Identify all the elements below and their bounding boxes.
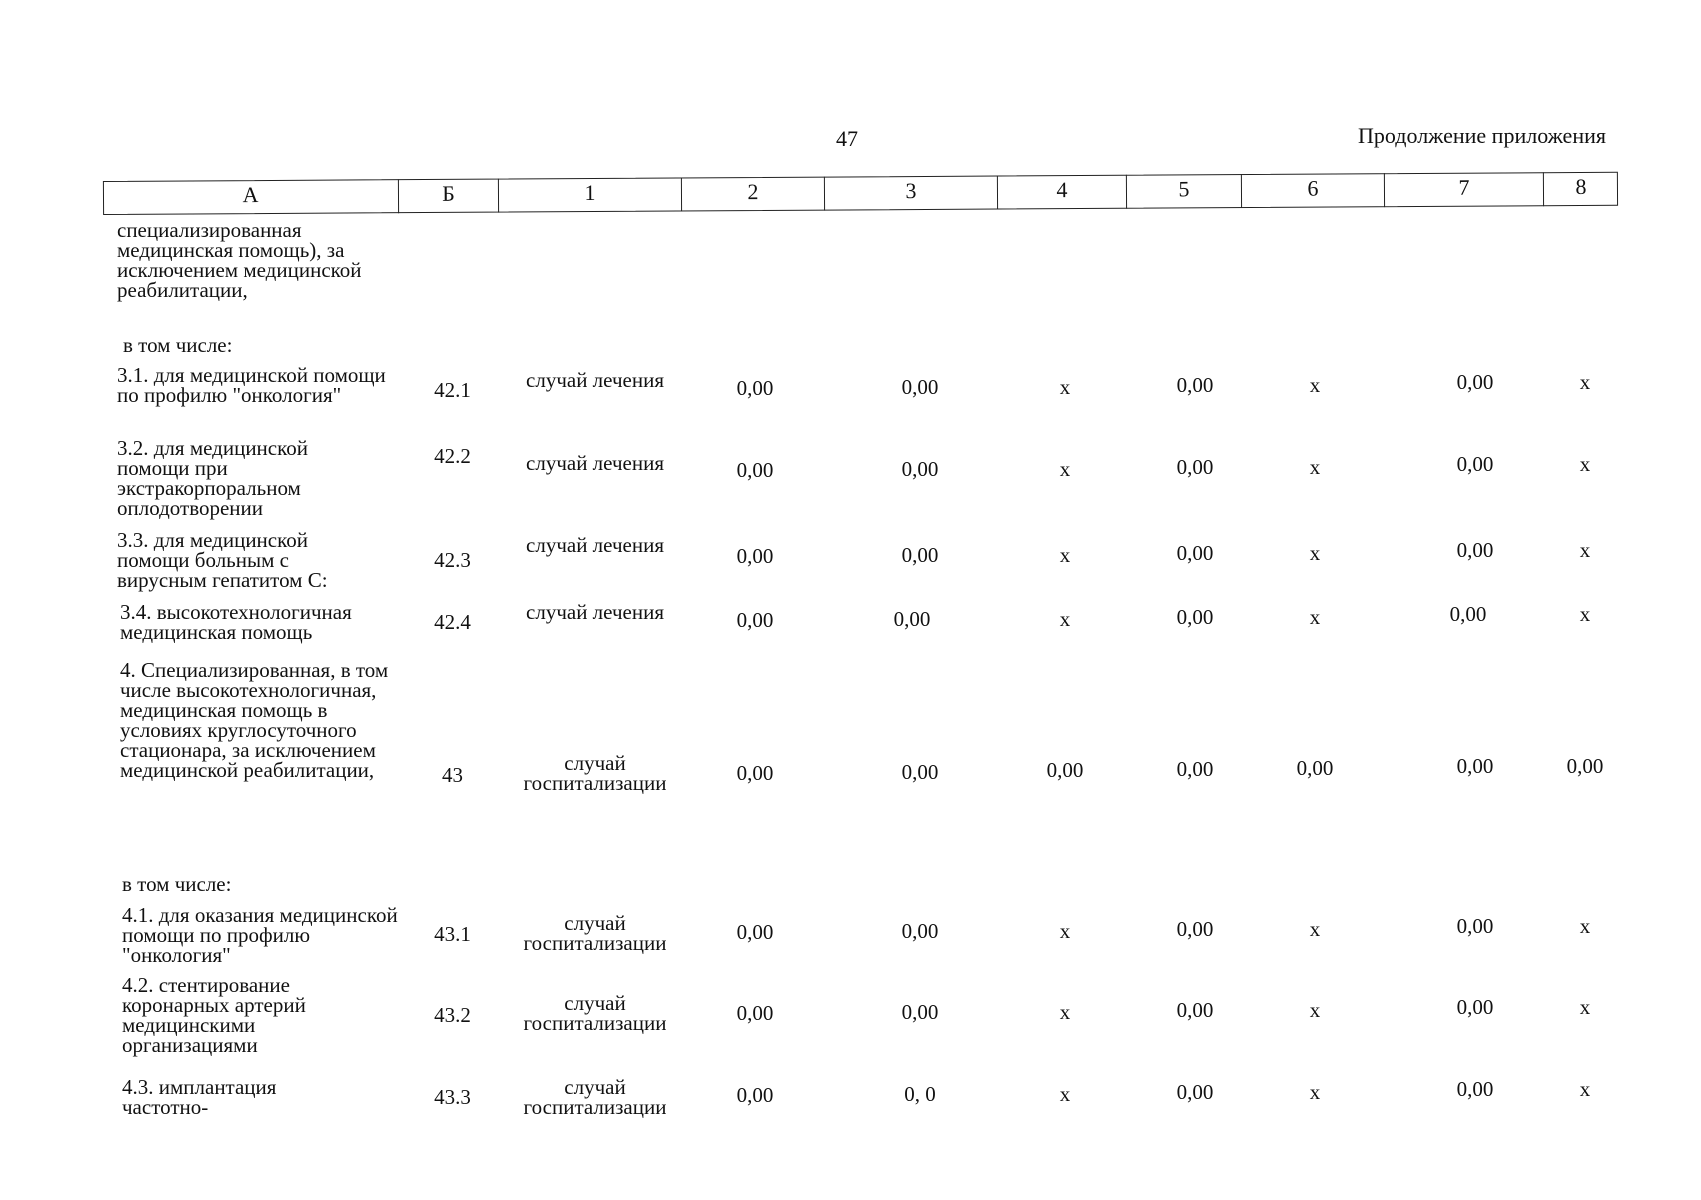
row-value-6: х [1309, 605, 1321, 629]
row-value-4: 0,00 [1046, 758, 1084, 782]
row-value-3: 0,00 [901, 457, 939, 481]
row-value-3: 0,00 [901, 1000, 939, 1024]
row-value-6: х [1309, 917, 1321, 941]
row-value-3: 0,00 [893, 607, 931, 631]
page-number: 47 [836, 126, 858, 151]
row-value-7: 0,00 [1449, 602, 1487, 626]
row-label: в том числе: [122, 872, 232, 896]
header-col-2: 2 [682, 177, 825, 212]
row-value-7: 0,00 [1456, 370, 1494, 394]
row-value-8: х [1579, 1077, 1591, 1101]
row-value-2: 0,00 [736, 376, 774, 400]
row-code: 42.2 [434, 444, 471, 468]
row-value-7: 0,00 [1456, 1077, 1494, 1101]
row-value-5: 0,00 [1176, 998, 1214, 1022]
row-value-3: 0, 0 [904, 1082, 936, 1106]
row-value-8: х [1579, 995, 1591, 1019]
row-value-5: 0,00 [1176, 541, 1214, 565]
row-value-2: 0,00 [736, 1083, 774, 1107]
row-value-3: 0,00 [901, 543, 939, 567]
row-value-3: 0,00 [901, 375, 939, 399]
row-label: 3.2. для медицинской помощи при экстракорпоральном оплодотворении [117, 436, 308, 520]
row-unit: случай госпитализации [523, 911, 667, 955]
row-value-2: 0,00 [736, 458, 774, 482]
row-code: 43 [442, 763, 463, 787]
header-col-8: 8 [1575, 173, 1587, 200]
row-value-7: 0,00 [1456, 995, 1494, 1019]
row-label: 4.2. стентирование коронарных артерий медицинскими организациями [122, 973, 306, 1057]
row-value-6: х [1309, 541, 1321, 565]
row-label: 4.3. имплантация частотно- [122, 1075, 277, 1119]
row-value-8: х [1579, 602, 1591, 626]
row-value-8: х [1579, 914, 1591, 938]
row-value-2: 0,00 [736, 1001, 774, 1025]
row-label: специализированная медицинская помощь), за исключением медицинской реабилитации, [117, 218, 362, 302]
row-unit: случай госпитализации [523, 751, 667, 795]
row-value-3: 0,00 [901, 919, 939, 943]
row-value-5: 0,00 [1176, 455, 1214, 479]
row-unit: случай госпитализации [523, 991, 667, 1035]
row-code: 42.1 [434, 378, 471, 402]
row-unit: случай лечения [526, 451, 664, 475]
row-value-7: 0,00 [1456, 914, 1494, 938]
row-label: 3.1. для медицинской помощи по профилю "онкология" [117, 363, 386, 407]
header-col-5: 5 [1127, 174, 1242, 209]
row-value-4: х [1059, 1082, 1071, 1106]
row-value-2: 0,00 [736, 544, 774, 568]
row-code: 42.3 [434, 548, 471, 572]
row-value-4: х [1059, 607, 1071, 631]
row-value-5: 0,00 [1176, 1080, 1214, 1104]
row-code: 43.2 [434, 1003, 471, 1027]
row-value-5: 0,00 [1176, 917, 1214, 941]
row-value-2: 0,00 [736, 608, 774, 632]
row-value-6: х [1309, 998, 1321, 1022]
row-unit: случай лечения [526, 368, 664, 392]
row-value-2: 0,00 [736, 920, 774, 944]
row-value-4: х [1059, 919, 1071, 943]
page-note: Продолжение приложения [1358, 123, 1606, 148]
header-col-6: 6 [1242, 173, 1385, 208]
row-label: 4. Специализированная, в том числе высокотехнологичная, медицинская помощь в условиях круглосуточного стационара, за исключением медицинской реабилитации, [120, 658, 389, 782]
table-header [103, 172, 1618, 215]
row-value-7: 0,00 [1456, 754, 1494, 778]
header-col-7: 7 [1385, 172, 1544, 207]
row-value-3: 0,00 [901, 760, 939, 784]
row-value-5: 0,00 [1176, 757, 1214, 781]
row-value-5: 0,00 [1176, 373, 1214, 397]
row-value-8: 0,00 [1566, 754, 1604, 778]
row-label: 4.1. для оказания медицинской помощи по профилю "онкология" [122, 903, 398, 967]
row-label: 3.3. для медицинской помощи больным с вирусным гепатитом С: [117, 528, 328, 592]
row-value-2: 0,00 [736, 761, 774, 785]
row-code: 42.4 [434, 610, 471, 634]
row-value-8: х [1579, 370, 1591, 394]
row-value-4: х [1059, 457, 1071, 481]
row-value-6: х [1309, 373, 1321, 397]
row-value-6: х [1309, 455, 1321, 479]
row-label: в том числе: [123, 333, 233, 357]
header-col-1: 1 [499, 177, 682, 212]
row-value-5: 0,00 [1176, 605, 1214, 629]
header-col-a: А [103, 179, 399, 215]
row-value-8: х [1579, 452, 1591, 476]
row-value-7: 0,00 [1456, 538, 1494, 562]
row-unit: случай лечения [526, 533, 664, 557]
row-unit: случай госпитализации [523, 1075, 667, 1119]
header-col-3: 3 [825, 176, 998, 211]
row-value-8: х [1579, 538, 1591, 562]
row-unit: случай лечения [526, 600, 664, 624]
row-value-4: х [1059, 543, 1071, 567]
row-code: 43.1 [434, 922, 471, 946]
row-value-7: 0,00 [1456, 452, 1494, 476]
header-col-4: 4 [998, 175, 1127, 210]
row-value-6: х [1309, 1080, 1321, 1104]
row-value-4: х [1059, 375, 1071, 399]
row-label: 3.4. высокотехнологичная медицинская помощь [120, 600, 352, 644]
header-col-b: Б [399, 179, 499, 214]
row-value-6: 0,00 [1296, 756, 1334, 780]
row-value-4: х [1059, 1000, 1071, 1024]
row-code: 43.3 [434, 1085, 471, 1109]
